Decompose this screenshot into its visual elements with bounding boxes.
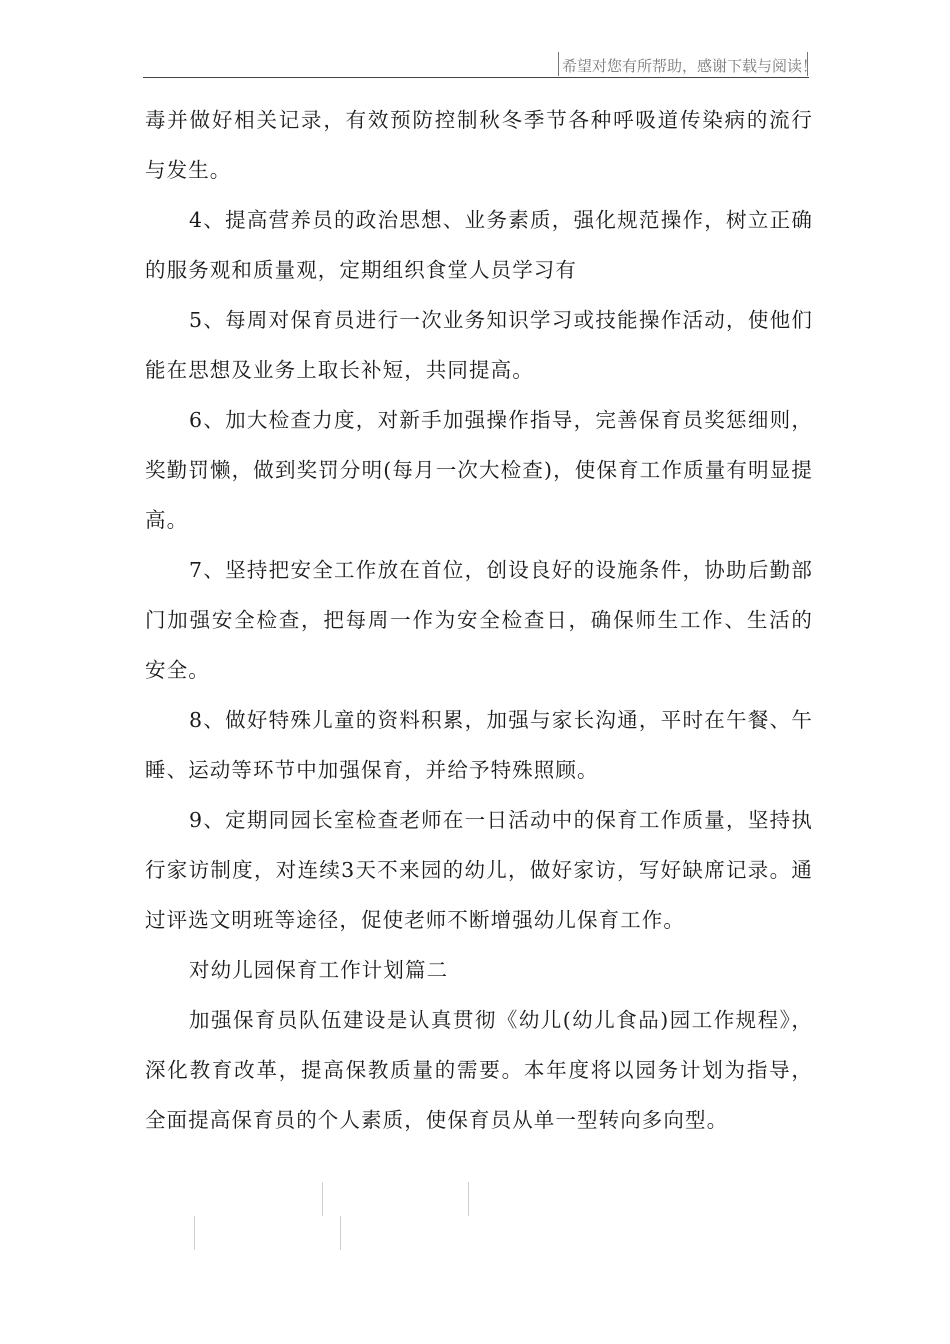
faint-rule (340, 1216, 341, 1250)
faint-rule (322, 1182, 323, 1216)
paragraph-closing: 加强保育员队伍建设是认真贯彻《幼儿(幼儿食品)园工作规程》，深化教育改革，提高保教质量的需要。本年度将以园务计划为指导，全面提高保育员的个人素质，使保育员从单一型转向多向型。 (145, 1008, 813, 1132)
paragraph-continued: 毒并做好相关记录，有效预防控制秋冬季节各种呼吸道传染病的流行与发生。 (145, 108, 813, 182)
header-rule (143, 77, 809, 78)
header-note: 希望对您有所帮助，感谢下载与阅读！ (562, 57, 818, 75)
faint-rule (194, 1216, 195, 1250)
document-body (145, 95, 813, 1145)
paragraph-item-9: 9、定期同园长室检查老师在一日活动中的保育工作质量，坚持执行家访制度，对连续3天不来园的幼儿，做好家访，写好缺席记录。通过评选文明班等途径，促使老师不断增强幼儿保育工作。 (145, 808, 813, 932)
paragraph-item-5: 5、每周对保育员进行一次业务知识学习或技能操作活动，使他们能在思想及业务上取长补短，共同提高。 (145, 308, 813, 382)
paragraph-item-8: 8、做好特殊儿童的资料积累，加强与家长沟通，平时在午餐、午睡、运动等环节中加强保育，并给予特殊照顾。 (145, 708, 813, 782)
paragraph-item-7: 7、坚持把安全工作放在首位，创设良好的设施条件，协助后勤部门加强安全检查，把每周一作为安全检查日，确保师生工作、生活的安全。 (145, 558, 813, 682)
paragraph-item-4: 4、提高营养员的政治思想、业务素质，强化规范操作，树立正确的服务观和质量观，定期组织食堂人员学习有 (145, 208, 813, 282)
section-heading: 对幼儿园保育工作计划篇二 (189, 958, 449, 982)
paragraph-item-6: 6、加大检查力度，对新手加强操作指导，完善保育员奖惩细则，奖勤罚懒，做到奖罚分明(每月一次大检查)，使保育工作质量有明显提高。 (145, 408, 813, 532)
faint-rule (468, 1182, 469, 1216)
